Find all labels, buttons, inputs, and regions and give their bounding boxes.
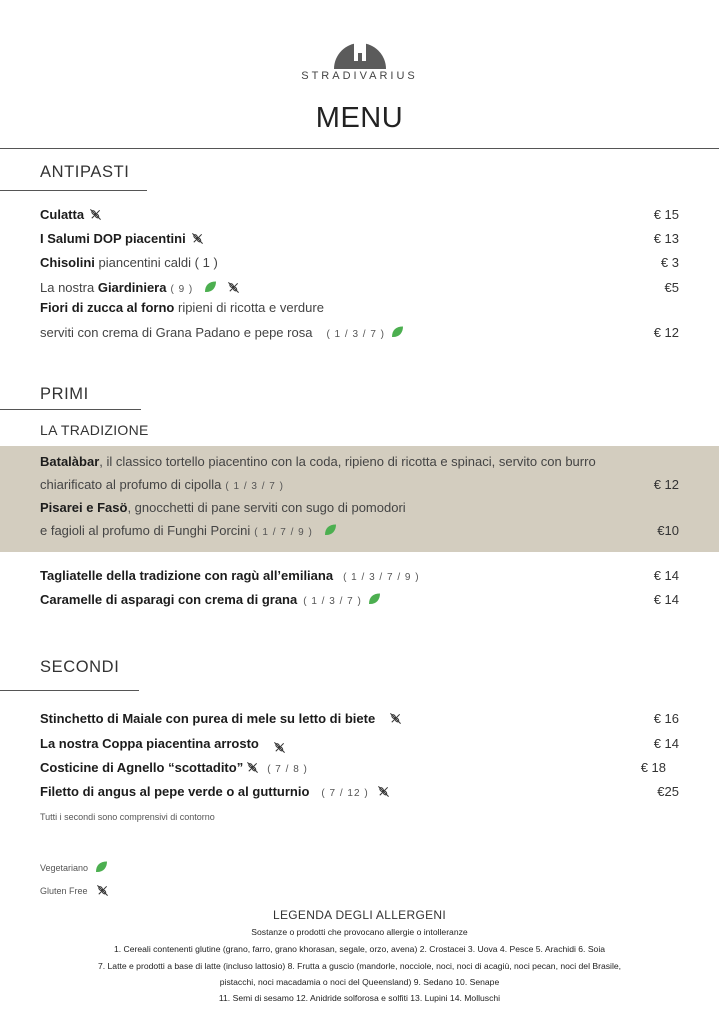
- allergen-codes: ( 1 / 3 / 7 ): [225, 481, 284, 492]
- dish-name: Batalàbar: [40, 454, 100, 469]
- allergen-codes: ( 1 / 3 / 7 / 9 ): [343, 572, 420, 583]
- legend-vegetarian-label: Vegetariano: [40, 863, 89, 873]
- menu-title: MENU: [315, 102, 404, 134]
- dish-description: , gnocchetti di pane serviti con sugo di pomodori: [127, 500, 406, 515]
- section-title-secondi: SECONDI: [40, 658, 120, 676]
- allergen-codes: ( 1 / 3 / 7 ): [326, 329, 386, 340]
- legend-gluten-free-label: Gluten Free: [40, 886, 88, 896]
- dish-description: e fagioli al profumo di Funghi Porcini: [40, 523, 251, 538]
- dish-price: € 14: [653, 568, 679, 583]
- allergen-codes: ( 7 / 12 ): [321, 788, 369, 799]
- menu-item: [40, 498, 679, 518]
- allergen-legend-subtitle: Sostanze o prodotti che provocano allergie o intolleranze: [251, 927, 468, 937]
- menu-item-continued: [40, 323, 679, 343]
- section-rule-primi: [0, 409, 141, 410]
- gluten-free-icon: [389, 712, 402, 725]
- dish-prefix: La nostra: [40, 280, 95, 295]
- gluten-free-icon: [246, 761, 259, 774]
- leaf-icon: [390, 325, 404, 339]
- dish-price: € 15: [653, 207, 679, 222]
- dish-description: , il classico tortello piacentino con la coda, ripieno di ricotta e spinaci, servito con burro: [99, 454, 596, 469]
- menu-item: [40, 278, 679, 298]
- secondi-note: Tutti i secondi sono comprensivi di contorno: [40, 812, 215, 822]
- leaf-icon: [203, 280, 217, 294]
- gluten-free-icon: [273, 741, 286, 754]
- allergen-legend-line: 11. Semi di sesamo 12. Anidride solforosa e solfiti 13. Lupini 14. Molluschi: [218, 993, 501, 1003]
- section-rule-antipasti: [0, 190, 147, 191]
- gluten-free-icon: [191, 232, 204, 245]
- dish-price: € 3: [660, 255, 679, 270]
- menu-item: [40, 758, 679, 778]
- dish-price: € 16: [653, 711, 679, 726]
- dish-name: Pisarei e Fasö: [40, 500, 128, 515]
- brand-name: STRADIVARIUS: [301, 70, 418, 82]
- dish-price: € 13: [653, 231, 679, 246]
- dish-name: Chisolini: [40, 255, 95, 270]
- dish-name: Stinchetto di Maiale con purea di mele su letto di biete: [40, 711, 376, 726]
- dish-description: piancentini caldi: [98, 255, 192, 270]
- header-divider: [0, 148, 719, 149]
- menu-item-continued: [40, 475, 679, 495]
- dish-price: € 14: [653, 592, 679, 607]
- menu-item: [40, 298, 679, 318]
- dish-name: La nostra Coppa piacentina arrosto: [40, 736, 259, 751]
- menu-item: [40, 782, 679, 802]
- allergen-legend-line: 1. Cereali contenenti glutine (grano, farro, grano khorasan, segale, orzo, avena) 2. Crostacei 3. Uova 4. Pesce 5. Arachidi 6. Soia: [113, 944, 606, 954]
- allergen-legend-title: LEGENDA DEGLI ALLERGENI: [273, 908, 446, 922]
- menu-item: [40, 452, 679, 472]
- allergen-legend-line: 7. Latte e prodotti a base di latte (incluso lattosio) 8. Frutta a guscio (mandorle, nocciole, noci, noci di acagiù, noci pecan, noci del Brasile,: [97, 961, 622, 971]
- leaf-icon: [367, 592, 381, 606]
- section-title-antipasti: ANTIPASTI: [40, 163, 130, 181]
- section-rule-secondi: [0, 690, 139, 691]
- dish-name: Costicine di Agnello “scottadito”: [40, 760, 244, 775]
- menu-item: [40, 734, 679, 754]
- dish-description: chiarificato al profumo di cipolla: [40, 477, 222, 492]
- gluten-free-icon: [89, 208, 102, 221]
- menu-item: [40, 205, 679, 225]
- allergen-codes: ( 1 ): [194, 255, 218, 270]
- menu-item: [40, 566, 679, 586]
- dish-price: € 12: [653, 325, 679, 340]
- allergen-legend-line: pistacchi, noci macadamia o noci del Queensland) 9. Sedano 10. Senape: [219, 977, 500, 987]
- allergen-codes: ( 9 ): [170, 284, 194, 295]
- subsection-title-tradizione: LA TRADIZIONE: [40, 422, 149, 438]
- gluten-free-icon: [96, 884, 109, 897]
- dish-price: €25: [657, 784, 679, 799]
- gluten-free-icon: [227, 281, 240, 294]
- allergen-codes: ( 1 / 3 / 7 ): [303, 596, 362, 607]
- leaf-icon: [323, 523, 337, 537]
- leaf-icon: [94, 860, 108, 874]
- dish-name: Fiori di zucca al forno: [40, 300, 175, 315]
- dish-name: Giardiniera: [97, 280, 167, 295]
- allergen-codes: ( 7 / 8 ): [267, 764, 308, 775]
- castle-logo-icon: [332, 29, 388, 69]
- dish-description: serviti con crema di Grana Padano e pepe rosa: [40, 325, 313, 340]
- dish-price: € 18: [640, 760, 666, 775]
- legend-gluten-free: [40, 884, 109, 897]
- menu-item: [40, 253, 679, 273]
- section-title-primi: PRIMI: [40, 385, 89, 403]
- menu-item-continued: [40, 521, 679, 541]
- menu-item: [40, 709, 679, 729]
- dish-name: Caramelle di asparagi con crema di grana: [40, 592, 298, 607]
- allergen-codes: ( 1 / 7 / 9 ): [254, 527, 313, 538]
- dish-description: ripieni di ricotta e verdure: [177, 300, 324, 315]
- menu-item: [40, 590, 679, 610]
- gluten-free-icon: [377, 785, 390, 798]
- dish-name: Culatta: [40, 207, 85, 222]
- dish-price: € 12: [653, 477, 679, 492]
- menu-item: [40, 229, 679, 249]
- dish-name: Tagliatelle della tradizione con ragù all’emiliana: [40, 568, 334, 583]
- dish-price: € 14: [653, 736, 679, 751]
- dish-name: I Salumi DOP piacentini: [40, 231, 186, 246]
- dish-price: €10: [657, 523, 679, 538]
- dish-price: €5: [664, 280, 679, 295]
- dish-name: Filetto di angus al pepe verde o al gutturnio: [40, 784, 310, 799]
- legend-vegetarian: [40, 860, 108, 874]
